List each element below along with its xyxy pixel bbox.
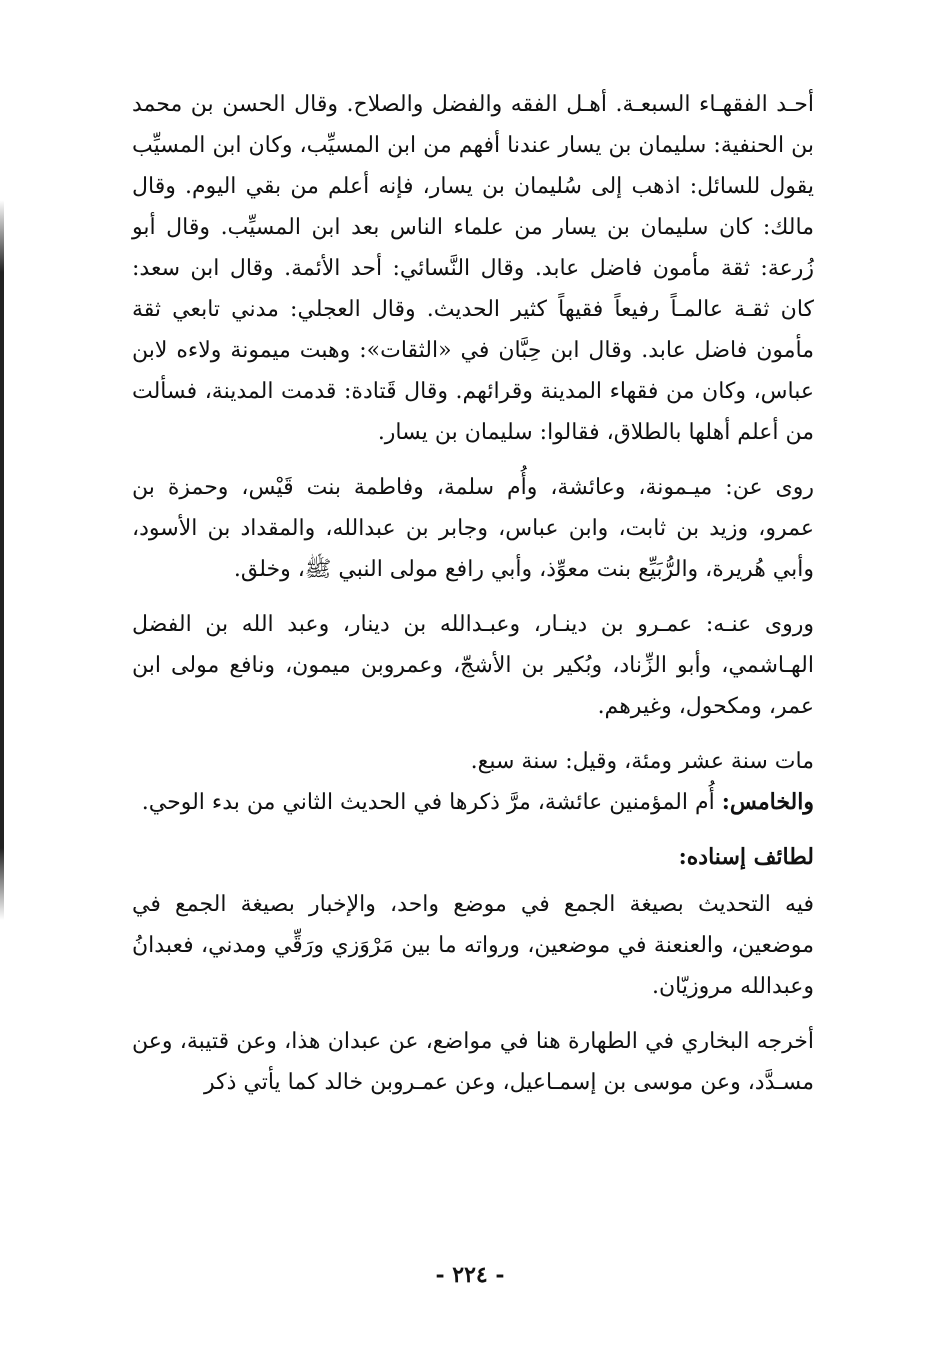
takhrij-paragraph: أخرجه البخاري في الطهارة هنا في مواضع، عن عبدان هذا، وعن قتيبة، وعن مسـدَّد، وعن موسى بن إسمـاعيل، وعن عمـروبن خالد كما يأتي ذكر [132,1029,814,1095]
isnad-features-paragraph: فيه التحديث بصيغة الجمع في موضع واحد، والإخبار بصيغة الجمع في موضعين، والعنعنة في موضعين، ورواته ما بين مَرْوَزي ورَقِّي ومدني، فعبدانُ وعبدالله مروزيّان. [132,892,814,999]
page-body [132,84,814,1117]
fifth-narrator-text: أُم المؤمنين عائشة، مرَّ ذكرها في الحديث الثاني من بدء الوحي. [141,790,722,815]
section-heading: لطائف إسناده: [678,844,814,870]
narrated-from-paragraph: روى عن: ميـمونة، وعائشة، وأُم سلمة، وفاطمة بنت قَيْس، وحمزة بن عمرو، وزيد بن ثابت، وابن عباس، وجابر بن عبدالله، والمقداد بن الأسود، وأبي هُريرة، والرُّبَيِّع بنت معوِّذ، وأبي رافع مولى النبي ﷺ، وخلق. [132,475,814,582]
fifth-narrator-paragraph [132,782,814,823]
biography-paragraph: أحـد الفقهـاء السبعـة. أهـل الفقه والفضل والصلاح. وقال الحسن بن محمد بن الحنفية: سليمان بن يسار عندنا أفهم من ابن المسيِّب، وكان ابن المسيِّب يقول للسائل: اذهب إلى سُليمان بن يسار، فإنه أعلم من بقي اليوم. وقال مالك: كان سليمان بن يسار من علماء الناس بعد ابن المسيِّب. وقال أبو زُرعة: ثقة مأمون فاضل عابد. وقال النَّسائي: أحد الأئمة. وقال ابن سعد: كان ثقـة عالمـاً رفيعاً فقيهاً كثير الحديث. وقال العجلي: مدني تابعي ثقة مأمون فاضل عابد. وقال ابن حِبَّان في «الثقات»: وهبت ميمونة ولاءه لابن عباس، وكان من فقهاء المدينة وقرائهم. وقال قَتادة: قدمت المدينة، فسألت من أعلم أهلها بالطلاق، فقالوا: سليمان بن يسار. [132,92,814,445]
page-number: - ٢٢٤ - [435,1262,505,1288]
fifth-narrator-label: والخامس: [721,789,814,815]
scan-binding-edge [0,200,4,920]
death-paragraph: مات سنة عشر ومئة، وقيل: سنة سبع. [470,749,814,774]
narrators-from-him-paragraph: وروى عنـه: عمـرو بن دينـار، وعبـدالله بن دينار، وعبد الله بن الفضل الهـاشمي، وأبو الزِّناد، وبُكير بن الأشجّ، وعمروبن ميمون، ونافع مولى ابن عمر، ومكحول، وغيرهم. [132,612,814,719]
